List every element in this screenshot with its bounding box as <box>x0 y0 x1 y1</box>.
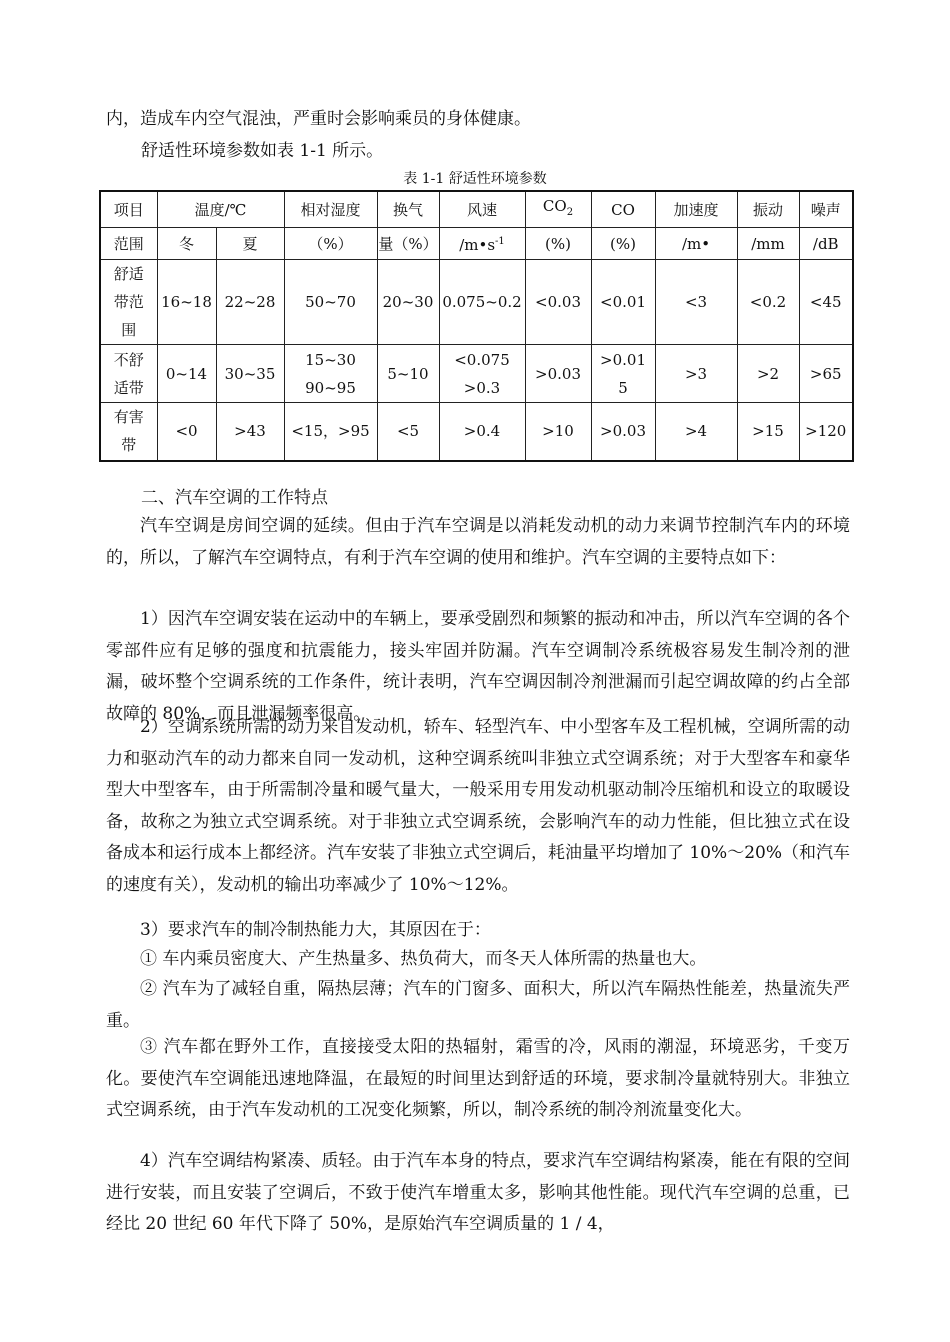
paragraph-point-2: 2）空调系统所需的动力来自发动机，轿车、轻型汽车、中小型客车及工程机械，空调所需的动力和驱动汽车的动力都来自同一发动机，这种空调系统叫非独立式空调系统；对于大型客车和豪华型大中型客车，由于所需制冷量和暖气量大，一般采用专用发动机驱动制冷压缩机和设立的取暖设备，故称之为独立式空调系统。对于非独立式空调系统，会影响汽车的动力性能，但比独立式在设备成本和运行成本上都经济。汽车安装了非独立式空调后，耗油量平均增加了 10%～20%（和汽车的速度有关），发动机的输出功率减少了 10%～12%。 <box>106 717 850 895</box>
row-label-discomfort: 不舒 适带 <box>100 345 157 403</box>
cell-acceleration: >4 <box>655 403 737 461</box>
header-vibration-unit: /mm <box>737 228 799 260</box>
cell-noise: >65 <box>799 345 853 403</box>
header-wind-speed: 风速 <box>439 191 525 228</box>
cell-winter: 16~18 <box>157 260 216 345</box>
paragraph-point-3: 3）要求汽车的制冷制热能力大，其原因在于： <box>140 920 491 940</box>
paragraph-point-4: 4）汽车空调结构紧凑、质轻。由于汽车本身的特点，要求汽车空调结构紧凑，能在有限的空间进行安装，而且安装了空调后，不致于使汽车增重太多，影响其他性能。现代汽车空调的总重，已经比 20 世纪 60 年代下降了 50%，是原始汽车空调质量的 1 / 4， <box>106 1151 850 1234</box>
header-range: 范围 <box>100 228 157 260</box>
cell-summer: 30~35 <box>216 345 284 403</box>
paragraph-reason-1: ① 车内乘员密度大、产生热量多、热负荷大，而冬天人体所需的热量也大。 <box>140 949 707 969</box>
header-humidity: 相对湿度 <box>284 191 377 228</box>
row-label-comfort: 舒适 带范 围 <box>100 260 157 345</box>
header-air-change: 换气 <box>377 191 439 228</box>
header-temperature: 温度/℃ <box>157 191 284 228</box>
paragraph-intro: 汽车空调是房间空调的延续。但由于汽车空调是以消耗发动机的动力来调节控制汽车内的环境的，所以，了解汽车空调特点，有利于汽车空调的使用和维护。汽车空调的主要特点如下： <box>106 516 850 568</box>
cell-co: >0.03 <box>591 403 655 461</box>
cell-air-change: 5~10 <box>377 345 439 403</box>
cell-wind: <0.075 >0.3 <box>439 345 525 403</box>
paragraph-reason-3: ③ 汽车都在野外工作，直接接受太阳的热辐射，霜雪的冷，风雨的潮湿，环境恶劣，千变万化。要使汽车空调能迅速地降温，在最短的时间里达到舒适的环境，要求制冷量就特别大。非独立式空调系统，由于汽车发动机的工况变化频繁，所以，制冷系统的制冷剂流量变化大。 <box>106 1037 850 1120</box>
header-acceleration: 加速度 <box>655 191 737 228</box>
cell-noise: <45 <box>799 260 853 345</box>
header-noise: 噪声 <box>799 191 853 228</box>
cell-vibration: >2 <box>737 345 799 403</box>
header-co2-unit: (%) <box>525 228 591 260</box>
header-vibration: 振动 <box>737 191 799 228</box>
cell-summer: >43 <box>216 403 284 461</box>
intro-line-2: 舒适性环境参数如表 1-1 所示。 <box>141 141 384 161</box>
header-co2: $CO_2$ <box>525 191 591 228</box>
paragraph-point-1: 1）因汽车空调安装在运动中的车辆上，要承受剧烈和频繁的振动和冲击，所以汽车空调的各个零部件应有足够的强度和抗震能力，接头牢固并防漏。汽车空调制冷系统极容易发生制冷剂的泄漏，破坏整个空调系统的工作条件，统计表明，汽车空调因制冷剂泄漏而引起空调故障的约占全部故障的 80%，而且泄漏频率很高。 <box>106 609 850 724</box>
cell-air-change: 20~30 <box>377 260 439 345</box>
cell-humidity: 15~30 90~95 <box>284 345 377 403</box>
table-header-row-2 <box>100 228 853 260</box>
header-winter: 冬 <box>157 228 216 260</box>
header-summer: 夏 <box>216 228 284 260</box>
cell-vibration: <0.2 <box>737 260 799 345</box>
cell-co2: <0.03 <box>525 260 591 345</box>
cell-winter: <0 <box>157 403 216 461</box>
cell-co: <0.01 <box>591 260 655 345</box>
cell-acceleration: <3 <box>655 260 737 345</box>
paragraph-reason-2: ② 汽车为了减轻自重，隔热层薄；汽车的门窗多、面积大，所以汽车隔热性能差，热量流失严重。 <box>106 979 850 1031</box>
table-header-row-1 <box>100 191 853 228</box>
header-acceleration-unit: /m• <box>655 228 737 260</box>
cell-co2: >0.03 <box>525 345 591 403</box>
header-air-change-unit: 量（%） <box>377 228 439 260</box>
cell-summer: 22~28 <box>216 260 284 345</box>
cell-acceleration: >3 <box>655 345 737 403</box>
section-heading: 二、汽车空调的工作特点 <box>141 488 328 508</box>
cell-humidity: <15，>95 <box>284 403 377 461</box>
header-item: 项目 <box>100 191 157 228</box>
cell-noise: >120 <box>799 403 853 461</box>
table-row-comfort <box>100 260 853 345</box>
header-noise-unit: /dB <box>799 228 853 260</box>
cell-winter: 0~14 <box>157 345 216 403</box>
header-humidity-unit: （%） <box>284 228 377 260</box>
cell-wind: >0.4 <box>439 403 525 461</box>
cell-humidity: 50~70 <box>284 260 377 345</box>
table-row-discomfort <box>100 345 853 403</box>
cell-co: >0.01 5 <box>591 345 655 403</box>
cell-air-change: <5 <box>377 403 439 461</box>
row-label-harmful: 有害 带 <box>100 403 157 461</box>
comfort-parameters-table <box>99 190 854 462</box>
cell-wind: 0.075~0.2 <box>439 260 525 345</box>
cell-co2: >10 <box>525 403 591 461</box>
cell-vibration: >15 <box>737 403 799 461</box>
table-row-harmful <box>100 403 853 461</box>
header-co: CO <box>591 191 655 228</box>
header-co-unit: (%) <box>591 228 655 260</box>
intro-line-1: 内，造成车内空气混浊，严重时会影响乘员的身体健康。 <box>106 109 531 129</box>
header-wind-unit: $/m•s^{-1}$ <box>439 228 525 260</box>
table-caption: 表 1-1 舒适性环境参数 <box>403 171 547 187</box>
